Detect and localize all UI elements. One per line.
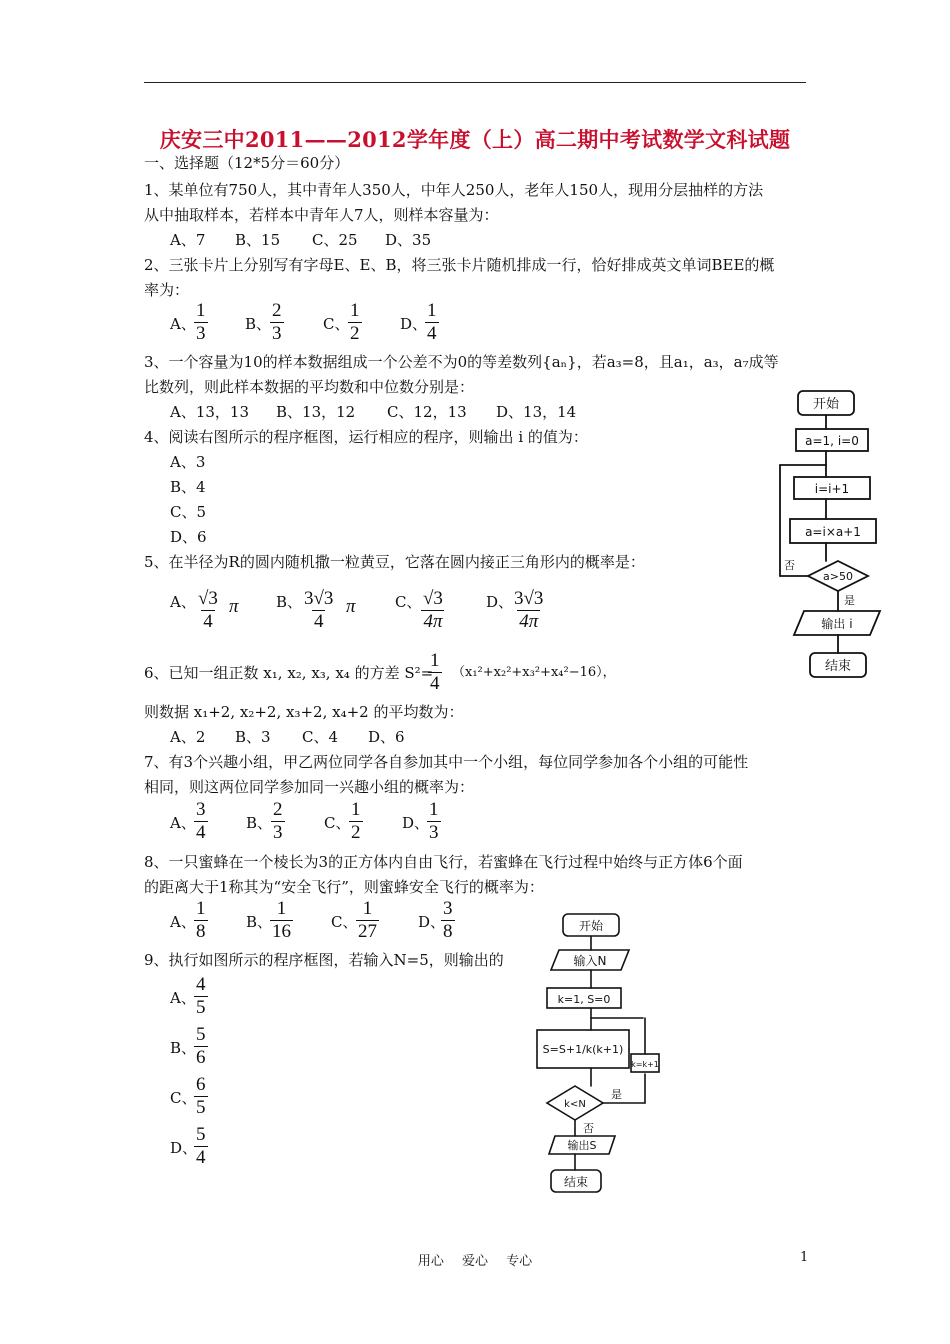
q5-d-den: 4π xyxy=(519,611,539,632)
q7-a-num: 3 xyxy=(196,799,206,820)
q8-c-num: 1 xyxy=(362,898,373,919)
q2-d-num: 1 xyxy=(427,300,437,321)
q8-d-den: 8 xyxy=(443,921,453,942)
q8-option-b-fraction xyxy=(270,898,293,943)
q1-option-b: B、15 xyxy=(235,231,281,249)
q4-option-a: A、3 xyxy=(170,453,206,471)
q7-a-den: 4 xyxy=(196,822,206,843)
flow2-no-label: 否 xyxy=(583,1122,594,1135)
q8-line1: 8、一只蜜蜂在一个棱长为3的正方体内自由飞行，若蜜蜂在飞行过程中始终与正方体6个面 xyxy=(144,853,743,871)
q1-option-d: D、35 xyxy=(385,231,432,249)
q8-d-num: 3 xyxy=(443,898,453,919)
q9-c-num: 6 xyxy=(196,1074,206,1095)
q5-option-d-label: D、 xyxy=(486,593,514,611)
q7-option-c-fraction xyxy=(349,799,363,844)
q1-option-a: A、7 xyxy=(170,231,206,249)
flow2-step-label: S=S+1/k(k+1) xyxy=(542,1043,624,1056)
q6-line2: 则数据 x₁+2, x₂+2, x₃+2, x₄+2 的平均数为： xyxy=(144,703,464,721)
flow1-init-label: a=1, i=0 xyxy=(805,434,859,448)
q8-option-c-label: C、 xyxy=(331,913,358,931)
q2-option-c-fraction xyxy=(348,300,362,345)
q7-c-den: 2 xyxy=(351,822,361,843)
q9-d-num: 5 xyxy=(196,1124,206,1145)
q6-frac-den: 4 xyxy=(430,673,440,694)
q2-a-den: 3 xyxy=(196,323,206,344)
q3-option-b: B、13，12 xyxy=(276,403,356,421)
q2-option-a-label: A、 xyxy=(170,315,196,333)
q2-b-num: 2 xyxy=(272,300,282,321)
q8-a-den: 8 xyxy=(196,921,206,942)
q9-line1: 9、执行如图所示的程序框图，若输入N=5，则输出的 xyxy=(144,951,504,969)
q9-option-a-label: A、 xyxy=(170,989,196,1007)
q6-option-b: B、3 xyxy=(235,728,271,746)
page-footer: 用心 爱心 专心 xyxy=(417,1254,533,1269)
q8-option-a-fraction xyxy=(194,898,208,943)
q2-option-b-label: B、 xyxy=(245,315,272,333)
header-rule xyxy=(144,82,806,83)
q3-line2: 比数列，则此样本数据的平均数和中位数分别是： xyxy=(144,378,475,396)
q7-option-d-fraction xyxy=(427,799,441,844)
flow2-start-label: 开始 xyxy=(578,919,604,933)
flow1-output-label: 输出 i xyxy=(821,617,853,631)
q7-b-num: 2 xyxy=(273,799,283,820)
q8-option-a-label: A、 xyxy=(170,913,196,931)
q2-line1: 2、三张卡片上分别写有字母E、E、B，将三张卡片随机排成一行，恰好排成英文单词BEE的概 xyxy=(144,256,775,274)
q5-option-c-label: C、 xyxy=(395,593,422,611)
flow2-input-label: 输入N xyxy=(573,954,607,968)
q9-c-den: 5 xyxy=(196,1097,206,1118)
q5-option-d-fraction xyxy=(512,588,545,633)
q7-option-b-label: B、 xyxy=(246,814,273,832)
q9-option-c-fraction xyxy=(194,1074,208,1119)
q6-line1-prefix: 6、已知一组正数 x₁, x₂, x₃, x₄ 的方差 S²= xyxy=(144,664,434,682)
q4-option-b: B、4 xyxy=(170,478,206,496)
q2-line2: 率为： xyxy=(144,281,190,299)
flow2-increment-label: k=k+1 xyxy=(631,1060,659,1069)
q6-option-d: D、6 xyxy=(368,728,405,746)
flow1-yes-label: 是 xyxy=(844,594,855,607)
q2-option-d-label: D、 xyxy=(400,315,428,333)
q7-option-c-label: C、 xyxy=(324,814,351,832)
q5-d-num: 3√3 xyxy=(514,588,544,609)
q7-line2: 相同，则这两位同学参加同一兴趣小组的概率为： xyxy=(144,778,475,796)
flow1-condition-label: a>50 xyxy=(823,570,853,583)
q3-option-a: A、13，13 xyxy=(170,403,250,421)
flow1-start-label: 开始 xyxy=(812,397,840,412)
q5-option-a-fraction xyxy=(196,588,220,633)
q5-option-a-label: A、 xyxy=(170,593,196,611)
q9-option-c-label: C、 xyxy=(170,1089,197,1107)
q2-option-c-label: C、 xyxy=(323,315,350,333)
q9-b-num: 5 xyxy=(196,1024,206,1045)
q9-option-d-label: D、 xyxy=(170,1139,198,1157)
flow1-step2-label: a=i×a+1 xyxy=(805,525,861,539)
flow1-no-label: 否 xyxy=(784,559,795,572)
q2-option-b-fraction xyxy=(270,300,284,345)
q3-option-d: D、13，14 xyxy=(496,403,577,421)
q6-frac-num: 1 xyxy=(430,650,440,671)
q9-d-den: 4 xyxy=(196,1147,206,1168)
q8-b-den: 16 xyxy=(272,921,291,942)
q7-option-b-fraction xyxy=(271,799,285,844)
q8-option-b-label: B、 xyxy=(246,913,273,931)
q8-line2: 的距离大于1称其为“安全飞行”，则蜜蜂安全飞行的概率为： xyxy=(144,878,544,896)
q9-a-num: 4 xyxy=(196,974,206,995)
q5-option-c-fraction xyxy=(421,588,445,633)
q3-option-c: C、12，13 xyxy=(387,403,467,421)
q5-option-b-label: B、 xyxy=(276,593,303,611)
q5-option-b-fraction xyxy=(302,588,335,633)
q5-b-den: 4 xyxy=(313,611,324,632)
section-heading: 一、选择题（12*5分＝60分） xyxy=(144,154,350,172)
q3-line1: 3、一个容量为10的样本数据组成一个公差不为0的等差数列{aₙ}，若a₃=8，且a₁，a₃，a₇成等 xyxy=(144,353,779,371)
q6-variance-fraction xyxy=(428,650,442,695)
q5-c-num: √3 xyxy=(423,588,443,609)
q2-option-a-fraction xyxy=(194,300,208,345)
q7-option-d-label: D、 xyxy=(402,814,430,832)
flowchart-q4 xyxy=(770,385,890,690)
q9-a-den: 5 xyxy=(196,997,206,1018)
exam-title: 庆安三中2011——2012学年度（上）高二期中考试数学文科试题 xyxy=(159,127,791,152)
q1-line1: 1、某单位有750人，其中青年人350人，中年人250人，老年人150人，现用分层抽样的方法 xyxy=(144,181,764,199)
q7-option-a-fraction xyxy=(194,799,208,844)
q7-d-den: 3 xyxy=(429,822,439,843)
q8-option-c-fraction xyxy=(356,898,379,943)
q2-a-num: 1 xyxy=(196,300,206,321)
q5-option-a-pi: π xyxy=(229,596,239,617)
q9-option-a-fraction xyxy=(194,974,208,1019)
q2-option-d-fraction xyxy=(425,300,439,345)
flowchart-q9 xyxy=(525,908,675,1203)
q4-option-c: C、5 xyxy=(170,503,207,521)
q7-c-num: 1 xyxy=(351,799,361,820)
q6-line1-suffix: （x₁²+x₂²+x₃²+x₄²−16）， xyxy=(452,665,616,680)
q7-option-a-label: A、 xyxy=(170,814,196,832)
q8-b-num: 1 xyxy=(276,898,287,919)
q7-b-den: 3 xyxy=(273,822,283,843)
q6-option-c: C、4 xyxy=(302,728,339,746)
q9-option-d-fraction xyxy=(194,1124,208,1169)
q8-option-d-label: D、 xyxy=(418,913,446,931)
q8-option-d-fraction xyxy=(441,898,455,943)
q5-b-num: 3√3 xyxy=(304,588,334,609)
q2-d-den: 4 xyxy=(427,323,437,344)
q6-option-a: A、2 xyxy=(170,728,206,746)
q5-a-den: 4 xyxy=(203,611,213,632)
q8-a-num: 1 xyxy=(196,898,206,919)
flow1-end-label: 结束 xyxy=(824,659,852,674)
q2-c-den: 2 xyxy=(350,323,360,344)
q4-option-d: D、6 xyxy=(170,528,207,546)
q9-b-den: 6 xyxy=(196,1047,206,1068)
q5-option-b-pi: π xyxy=(346,596,356,617)
q1-option-c: C、25 xyxy=(312,231,358,249)
q5-c-den: 4π xyxy=(423,611,443,632)
q2-c-num: 1 xyxy=(350,300,360,321)
flow1-step1-label: i=i+1 xyxy=(814,482,850,496)
flow2-init-label: k=1, S=0 xyxy=(557,993,611,1006)
flow2-output-label: 输出S xyxy=(567,1139,597,1152)
q8-c-den: 27 xyxy=(358,921,377,942)
q5-a-num: √3 xyxy=(198,588,218,609)
flow2-end-label: 结束 xyxy=(563,1175,589,1189)
q1-line2: 从中抽取样本，若样本中青年人7人，则样本容量为： xyxy=(144,206,499,224)
q9-option-b-fraction xyxy=(194,1024,208,1069)
flow2-condition-label: k<N xyxy=(564,1099,586,1110)
flow2-yes-label: 是 xyxy=(611,1088,622,1101)
q2-b-den: 3 xyxy=(272,323,282,344)
q7-d-num: 1 xyxy=(429,799,439,820)
page-number: 1 xyxy=(800,1250,809,1265)
q5-line1: 5、在半径为R的圆内随机撒一粒黄豆，它落在圆内接正三角形内的概率是： xyxy=(144,553,645,571)
q4-line1: 4、阅读右图所示的程序框图，运行相应的程序，则输出 i 的值为： xyxy=(144,428,588,446)
q7-line1: 7、有3个兴趣小组，甲乙两位同学各自参加其中一个小组，每位同学参加各个小组的可能性 xyxy=(144,753,749,771)
q9-option-b-label: B、 xyxy=(170,1039,197,1057)
